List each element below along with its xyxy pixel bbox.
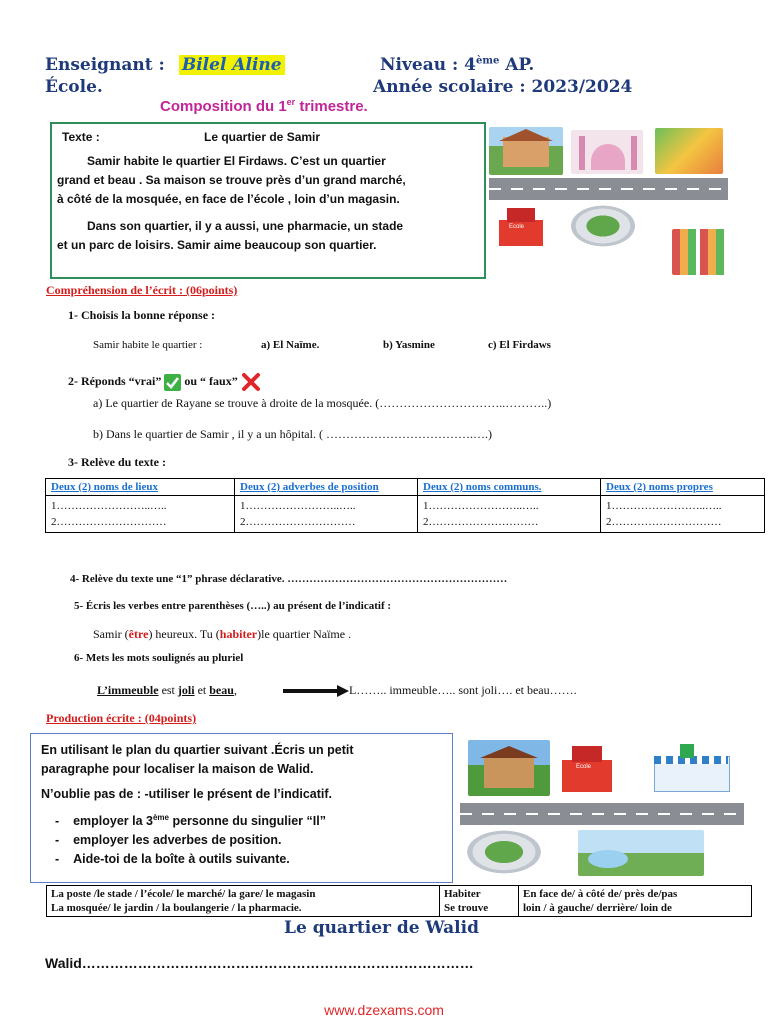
q6-label: 6- Mets les mots soulignés au pluriel [74, 652, 244, 664]
q2-label-a: 2- Réponds “vrai” [68, 373, 162, 388]
table-cell[interactable] [46, 496, 235, 533]
q2-label-b: ou “ faux” [184, 373, 238, 388]
table-cell[interactable] [601, 496, 765, 533]
q3-label: 3- Relève du texte : [68, 455, 166, 469]
production-box [30, 733, 453, 883]
para1-line3: à côté de la mosquée, en face de l’école , loin d’un magasin. [57, 192, 400, 206]
cell-line-1: 1……………………..….. [606, 500, 722, 512]
teacher-name: Bilel Aline [179, 55, 285, 75]
q1-option-c: c) El Firdaws [488, 339, 551, 351]
toolbox-verbs-2: Se trouve [444, 902, 489, 914]
house-image [489, 127, 563, 175]
para2-line1: Dans son quartier, il y a aussi, une pharmacie, un stade [87, 219, 404, 233]
cell-line-2: 2………………………… [240, 516, 356, 528]
cross-icon [241, 372, 261, 392]
check-icon [164, 374, 181, 391]
supermarket-image [672, 229, 727, 275]
bullet-1 [41, 808, 354, 831]
mosque-image [571, 130, 643, 174]
q5-label: 5- Écris les verbes entre parenthèses (…..) au présent de l’indicatif : [74, 600, 392, 612]
title-sup: er [286, 97, 296, 107]
table-cell[interactable] [235, 496, 418, 533]
production-instructions [41, 741, 354, 869]
pharmacy-image [650, 742, 732, 792]
cell-line-2: 2………………………… [51, 516, 167, 528]
toolbox-adverbs-2: loin / à gauche/ derrière/ loin de [523, 902, 672, 914]
q2-statement-a: a) Le quartier de Rayane se trouve à droite de la mosquée. (…………………………..………..) [93, 396, 552, 410]
level [380, 55, 534, 75]
road-bottom [460, 803, 744, 825]
q5-part-a: Samir ( [93, 627, 129, 641]
long-right-arrow-icon [283, 685, 349, 697]
school-image-2 [556, 740, 618, 796]
cell-line-2: 2………………………… [423, 516, 539, 528]
q1-option-b: b) Yasmine [383, 339, 435, 351]
school-year: Année scolaire : 2023/2024 [373, 77, 633, 97]
toolbox-adverbs [519, 886, 752, 917]
reading-text-box [50, 122, 486, 279]
production-title: Production écrite : (04points) [46, 711, 197, 725]
toolbox-row [47, 886, 752, 917]
park-image-2 [578, 830, 704, 876]
comprehension-title: Compréhension de l’écrit : (06points) [46, 283, 238, 297]
q1-stem: Samir habite le quartier : [93, 339, 203, 351]
q5-verb-etre: être [128, 627, 149, 641]
q2-label [68, 372, 261, 392]
table-header-row [46, 479, 765, 496]
cell-line-2: 2………………………… [606, 516, 722, 528]
cell-line-1: 1……………………..….. [423, 500, 539, 512]
bullet-dash: - [55, 852, 60, 867]
title-prefix: Composition du 1 [160, 98, 287, 115]
school-label: École. [45, 77, 103, 97]
walid-subtitle: Le quartier de Walid [284, 918, 479, 938]
page-title [160, 97, 368, 115]
q6-word-beau: beau [209, 683, 234, 697]
text-label: Texte : [62, 130, 100, 144]
bullet-3-text: Aide-toi de la boîte à outils suivante. [73, 852, 290, 867]
q4: 4- Relève du texte une “1” phrase déclarative. …………………………………………………… [70, 573, 508, 585]
road-top [489, 178, 728, 200]
extraction-table [45, 478, 765, 533]
walid-house-image [468, 740, 550, 796]
title-suffix: trimestre. [295, 98, 368, 115]
table-cell[interactable] [418, 496, 601, 533]
q5-verb-habiter: habiter [219, 627, 258, 641]
toolbox-verbs [440, 886, 519, 917]
school-sign: Ecole [509, 224, 525, 230]
bullet-3 [41, 850, 354, 869]
footer-url[interactable]: www.dzexams.com [324, 1002, 444, 1018]
text-body [57, 152, 406, 255]
cell-line-1: 1……………………..….. [240, 500, 356, 512]
para1-line2: grand et beau . Sa maison se trouve près d’un grand marché, [57, 173, 406, 187]
bullet-1-a: employer la 3 [73, 814, 153, 829]
q6-word-joli: joli [177, 683, 195, 697]
level-suffix: AP. [499, 55, 535, 75]
walid-answer-line[interactable]: Walid………………………………………………………………………… [45, 955, 474, 971]
table-header: Deux (2) noms de lieux [46, 479, 235, 496]
stadium-image-2 [466, 830, 542, 874]
q6-answer: L…….. immeuble….. sont joli…. et beau……. [349, 683, 577, 697]
bullet-1-sup: ème [152, 813, 169, 822]
teacher-line [45, 55, 285, 75]
q6-sentence: L’immeuble est joli et beau, [97, 683, 237, 697]
para1-line1: Samir habite le quartier El Firdaws. C’est un quartier [87, 154, 386, 168]
toolbox-nouns-2: La mosquée/ le jardin / la boulangerie / la pharmacie. [51, 902, 302, 914]
bullet-2-text: employer les adverbes de position. [73, 833, 282, 848]
q6-word-immeuble: L’immeuble [97, 683, 159, 697]
toolbox-adverbs-1: En face de/ à côté de/ près de/pas [523, 888, 678, 900]
q6-word-est: est [161, 683, 175, 697]
instruction-line-3: N’oublie pas de : -utiliser le présent de l’indicatif. [41, 787, 333, 801]
para2-line2: et un parc de loisirs. Samir aime beaucoup son quartier. [57, 238, 377, 252]
q1-option-a: a) El Naïme. [261, 339, 320, 351]
cell-line-1: 1……………………..….. [51, 500, 167, 512]
q5-part-b: ) heureux. Tu ( [148, 627, 220, 641]
text-title: Le quartier de Samir [204, 130, 321, 144]
toolbox-table [46, 885, 752, 917]
table-row [46, 496, 765, 533]
school-sign: Ecole [576, 764, 592, 770]
bullet-dash: - [55, 833, 60, 848]
toolbox-nouns-1: La poste /le stade / l’école/ le marché/ la gare/ le magasin [51, 888, 316, 900]
table-header: Deux (2) adverbes de position [235, 479, 418, 496]
table-header: Deux (2) noms communs. [418, 479, 601, 496]
q5-part-c: )le quartier Naïme . [257, 627, 352, 641]
instruction-line-1: En utilisant le plan du quartier suivant .Écris un petit [41, 743, 354, 757]
q1-label: 1- Choisis la bonne réponse : [68, 308, 216, 322]
bullet-1-b: personne du singulier “Il” [169, 814, 326, 829]
table-header: Deux (2) noms propres [601, 479, 765, 496]
q5-sentence [93, 627, 351, 642]
bullet-2 [41, 831, 354, 850]
level-label: Niveau : 4 [380, 55, 477, 75]
park-image [655, 128, 723, 174]
instruction-line-2: paragraphe pour localiser la maison de Walid. [41, 762, 314, 776]
toolbox-nouns [47, 886, 440, 917]
q6-word-et: et [197, 683, 207, 697]
stadium-image [570, 205, 636, 247]
teacher-label: Enseignant : [45, 55, 165, 75]
bullet-dash: - [55, 814, 60, 829]
school-image [493, 206, 549, 248]
level-sup: ème [476, 55, 500, 67]
toolbox-verbs-1: Habiter [444, 888, 481, 900]
q2-statement-b: b) Dans le quartier de Samir , il y a un hôpital. ( ……………………………….….) [93, 427, 492, 441]
